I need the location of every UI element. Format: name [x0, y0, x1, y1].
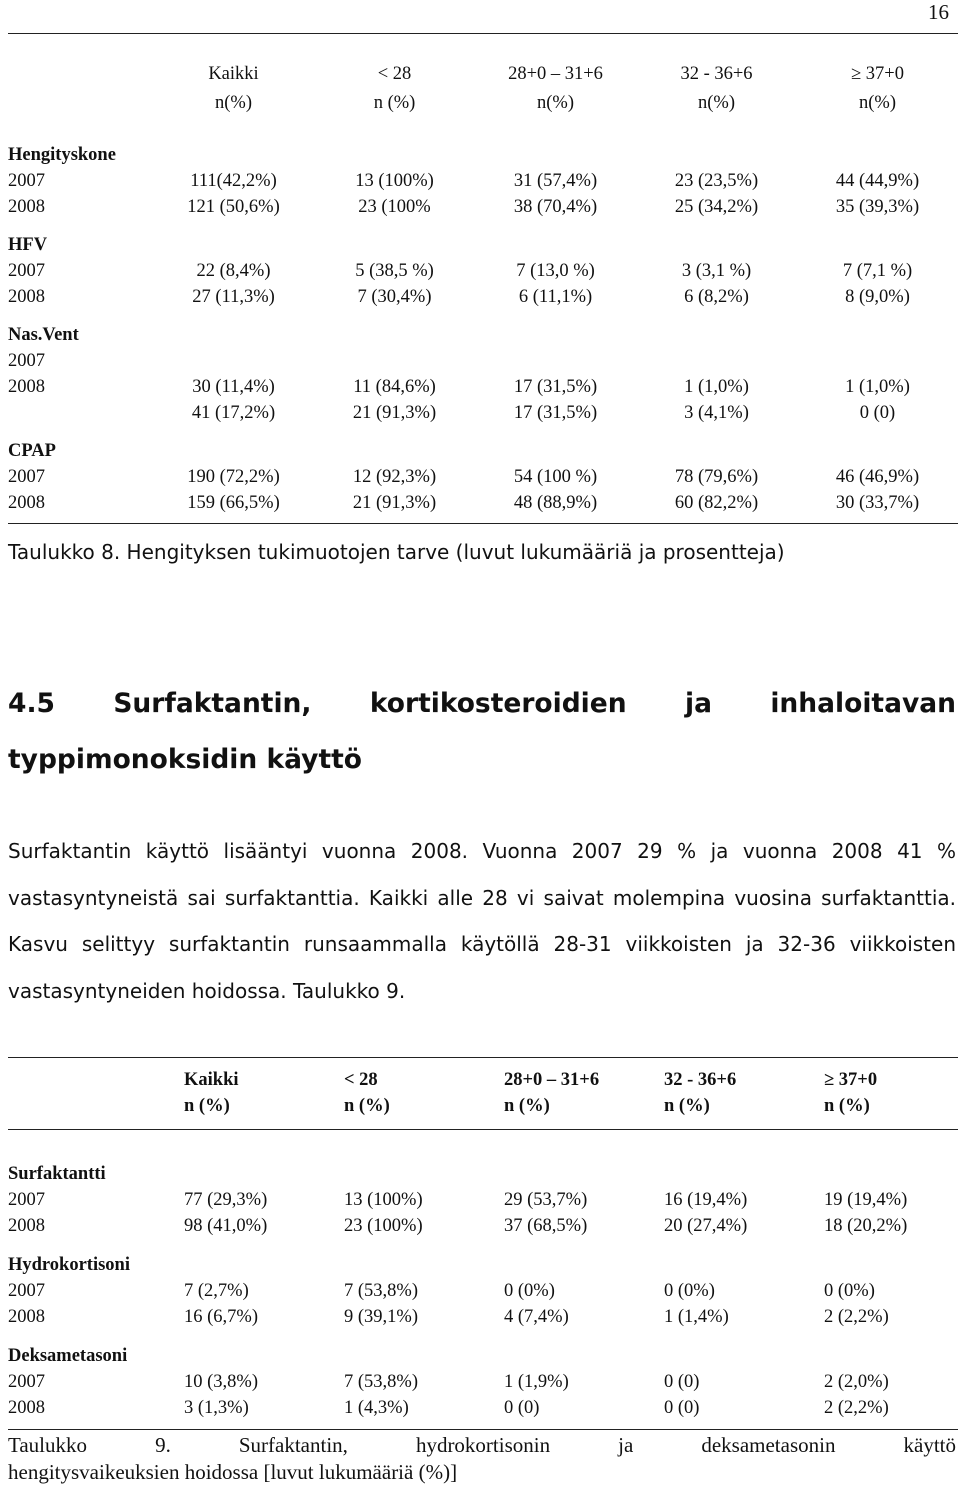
table-row: [8, 1304, 958, 1330]
group-title: Surfaktantti: [8, 1164, 106, 1184]
table1-bottom-rule: [8, 523, 958, 524]
table-cell: 190 (72,2%): [187, 467, 280, 487]
column-header: 28+0 – 31+6: [508, 64, 603, 84]
table-cell: 0 (0): [664, 1398, 700, 1418]
row-label: 2008: [8, 377, 45, 397]
column-unit: n(%): [215, 93, 252, 113]
column-unit: n (%): [504, 1096, 550, 1116]
table-cell: 23 (23,5%): [674, 171, 759, 191]
column-header: Kaikki: [208, 64, 259, 84]
table-cell: 22 (8,4%): [196, 261, 271, 281]
section-paragraph: Surfaktantin käyttö lisääntyi vuonna 2008. Vuonna 2007 29 % ja vuonna 2008 41 % vastasyntyneistä sai surfaktanttia. Kaikki alle 28 vi saivat molempina vuosina surfaktanttia. Kasvu selittyy surfaktantin runsaammalla käytöllä 28-31 viikkoisten ja 32-36 viikkoisten vastasyntyneiden hoidossa. Taulukko 9.: [8, 839, 956, 1003]
table-cell: 7 (30,4%): [357, 287, 432, 307]
table-cell: 10 (3,8%): [184, 1372, 258, 1392]
table-cell: 5 (38,5 %): [355, 261, 434, 281]
column-header: < 28: [344, 1070, 378, 1090]
table-cell: 3 (3,1 %): [681, 261, 752, 281]
table-cell: 13 (100%): [344, 1190, 423, 1210]
group-title: Hengityskone: [8, 145, 116, 165]
table9-caption-line1: [8, 1432, 956, 1459]
table-cell: 11 (84,6%): [353, 377, 436, 397]
row-label: 2008: [8, 197, 45, 217]
group-title: CPAP: [8, 441, 56, 461]
table-cell: 2 (2,2%): [824, 1307, 889, 1327]
table-cell: 21 (91,3%): [352, 403, 437, 423]
table-cell: 21 (91,3%): [352, 493, 437, 513]
table-cell: [153, 348, 314, 374]
row-label: 2007: [8, 351, 45, 371]
row-label: 2007: [8, 171, 45, 191]
table-row: [8, 374, 958, 400]
caption-word: Surfaktantin,: [238, 1433, 348, 1457]
row-label: 2008: [8, 1398, 45, 1418]
table-cell: 7 (53,8%): [344, 1372, 418, 1392]
row-label: 2008: [8, 1307, 45, 1327]
table-cell: 1 (1,9%): [504, 1372, 569, 1392]
caption-word: deksametasonin: [701, 1433, 836, 1457]
table-cell: 7 (7,1 %): [842, 261, 913, 281]
table-cell: 1 (4,3%): [344, 1398, 409, 1418]
table-cell: 23 (100%: [358, 197, 431, 217]
column-unit: n (%): [373, 93, 416, 113]
table-cell: 30 (33,7%): [835, 493, 920, 513]
caption-word: käyttö: [903, 1433, 956, 1457]
table8-caption: Taulukko 8. Hengityksen tukimuotojen tarve (luvut lukumääriä ja prosentteja): [8, 540, 785, 564]
table-cell: 31 (57,4%): [513, 171, 598, 191]
table-8: [8, 60, 958, 516]
column-unit: n (%): [344, 1096, 390, 1116]
caption-word: Taulukko: [8, 1433, 88, 1457]
column-header: 32 - 36+6: [680, 64, 753, 84]
table-cell: 13 (100%): [355, 171, 434, 191]
table-header-row: [8, 60, 958, 89]
column-unit: n (%): [184, 1096, 230, 1116]
table-cell: 12 (92,3%): [352, 467, 437, 487]
table-cell: 27 (11,3%): [192, 287, 275, 307]
table-row: [8, 348, 958, 374]
table-row: [8, 1395, 958, 1421]
table-cell: 35 (39,3%): [835, 197, 920, 217]
table-cell: 54 (100 %): [513, 467, 598, 487]
row-label: 2007: [8, 1190, 45, 1210]
table-cell: 9 (39,1%): [344, 1307, 418, 1327]
table-cell: 6 (11,1%): [518, 287, 593, 307]
table2-bottom-rule: [8, 1429, 958, 1430]
page-number: 16: [928, 0, 949, 24]
table-cell: 7 (53,8%): [344, 1281, 418, 1301]
table-cell: [797, 348, 958, 374]
caption-word: ja: [618, 1433, 634, 1457]
group-title: Nas.Vent: [8, 325, 79, 345]
table-cell: 2 (2,0%): [824, 1372, 889, 1392]
table-cell: 16 (19,4%): [664, 1190, 748, 1210]
table-cell: 37 (68,5%): [504, 1216, 588, 1236]
table-row: [8, 400, 958, 426]
table-cell: 159 (66,5%): [187, 493, 280, 513]
column-header: < 28: [377, 64, 412, 84]
table-cell: 98 (41,0%): [184, 1216, 268, 1236]
row-label: 2008: [8, 493, 45, 513]
table-cell: 7 (2,7%): [184, 1281, 249, 1301]
table-cell: 2 (2,2%): [824, 1398, 889, 1418]
table-cell: 4 (7,4%): [504, 1307, 569, 1327]
table-cell: 44 (44,9%): [835, 171, 920, 191]
row-label: 2007: [8, 1281, 45, 1301]
table-cell: 8 (9,0%): [845, 287, 910, 307]
table2-top-rule: [8, 1057, 958, 1058]
table-cell: 48 (88,9%): [513, 493, 598, 513]
table-cell: 77 (29,3%): [184, 1190, 268, 1210]
row-label: 2008: [8, 1216, 45, 1236]
column-header: 32 - 36+6: [664, 1070, 737, 1090]
table-row: [8, 194, 958, 220]
table-cell: 78 (79,6%): [674, 467, 759, 487]
table-cell: [636, 348, 797, 374]
row-label: 2007: [8, 1372, 45, 1392]
column-unit: n (%): [824, 1096, 870, 1116]
table-cell: 1 (1,4%): [664, 1307, 729, 1327]
group-title: Hydrokortisoni: [8, 1255, 130, 1275]
table-row: [8, 168, 958, 194]
table-cell: 20 (27,4%): [664, 1216, 748, 1236]
table-cell: 3 (4,1%): [684, 403, 749, 423]
column-unit: n(%): [698, 93, 735, 113]
table-cell: 121 (50,6%): [187, 197, 280, 217]
row-label: 2007: [8, 261, 45, 281]
table-row: [8, 284, 958, 310]
table-header-row: [8, 89, 958, 118]
group-title: HFV: [8, 235, 48, 255]
table-cell: 46 (46,9%): [835, 467, 920, 487]
table-cell: [475, 348, 636, 374]
table-cell: 23 (100%): [344, 1216, 423, 1236]
column-header: ≥ 37+0: [851, 64, 904, 84]
table-cell: 17 (31,5%): [513, 403, 598, 423]
table-cell: 3 (1,3%): [184, 1398, 249, 1418]
table9-caption-line2: hengitysvaikeuksien hoidossa [luvut lukumääriä (%)]: [8, 1460, 458, 1484]
row-label: [8, 400, 153, 426]
table-cell: 60 (82,2%): [674, 493, 759, 513]
table-cell: 19 (19,4%): [824, 1190, 908, 1210]
table-cell: 0 (0): [664, 1372, 700, 1392]
table-row: [8, 1213, 958, 1239]
table-header-row: [8, 1093, 958, 1119]
table-row: [8, 464, 958, 490]
table-cell: 16 (6,7%): [184, 1307, 258, 1327]
table-cell: 0 (0): [859, 403, 896, 423]
table-header-row: [8, 1067, 958, 1093]
table-cell: 0 (0%): [824, 1281, 875, 1301]
table-9: [8, 1067, 958, 1421]
row-label: 2007: [8, 467, 45, 487]
caption-word: 9.: [155, 1433, 171, 1457]
column-header: ≥ 37+0: [824, 1070, 878, 1090]
table9-caption: [8, 1432, 956, 1486]
table-cell: 25 (34,2%): [674, 197, 759, 217]
table-row: [8, 1369, 958, 1395]
table-cell: 17 (31,5%): [513, 377, 598, 397]
column-header: 28+0 – 31+6: [504, 1070, 600, 1090]
table-cell: 111(42,2%): [190, 171, 277, 191]
table-cell: 18 (20,2%): [824, 1216, 908, 1236]
column-unit: n(%): [859, 93, 896, 113]
table-cell: 1 (1,0%): [845, 377, 910, 397]
table-cell: 0 (0%): [504, 1281, 555, 1301]
table-cell: [314, 348, 475, 374]
caption-word: hydrokortisonin: [415, 1433, 551, 1457]
table-cell: 29 (53,7%): [504, 1190, 588, 1210]
group-title: Deksametasoni: [8, 1346, 128, 1366]
table-cell: 1 (1,0%): [684, 377, 749, 397]
table-cell: 7 (13,0 %): [516, 261, 595, 281]
table-row: [8, 490, 958, 516]
column-header: Kaikki: [184, 1070, 239, 1090]
table-cell: 41 (17,2%): [191, 403, 276, 423]
table-cell: 38 (70,4%): [513, 197, 598, 217]
row-label: 2008: [8, 287, 45, 307]
table-cell: 0 (0%): [664, 1281, 715, 1301]
table1-top-rule: [8, 33, 958, 34]
table-row: [8, 1278, 958, 1304]
table-cell: 6 (8,2%): [684, 287, 749, 307]
table-row: [8, 1187, 958, 1213]
column-unit: n(%): [537, 93, 574, 113]
column-unit: n (%): [664, 1096, 710, 1116]
table-row: [8, 258, 958, 284]
section-heading: 4.5 Surfaktantin, kortikosteroidien ja inhaloitavan typpimonoksidin käyttö: [8, 688, 956, 775]
table-cell: 0 (0): [504, 1398, 540, 1418]
table-cell: 30 (11,4%): [192, 377, 275, 397]
